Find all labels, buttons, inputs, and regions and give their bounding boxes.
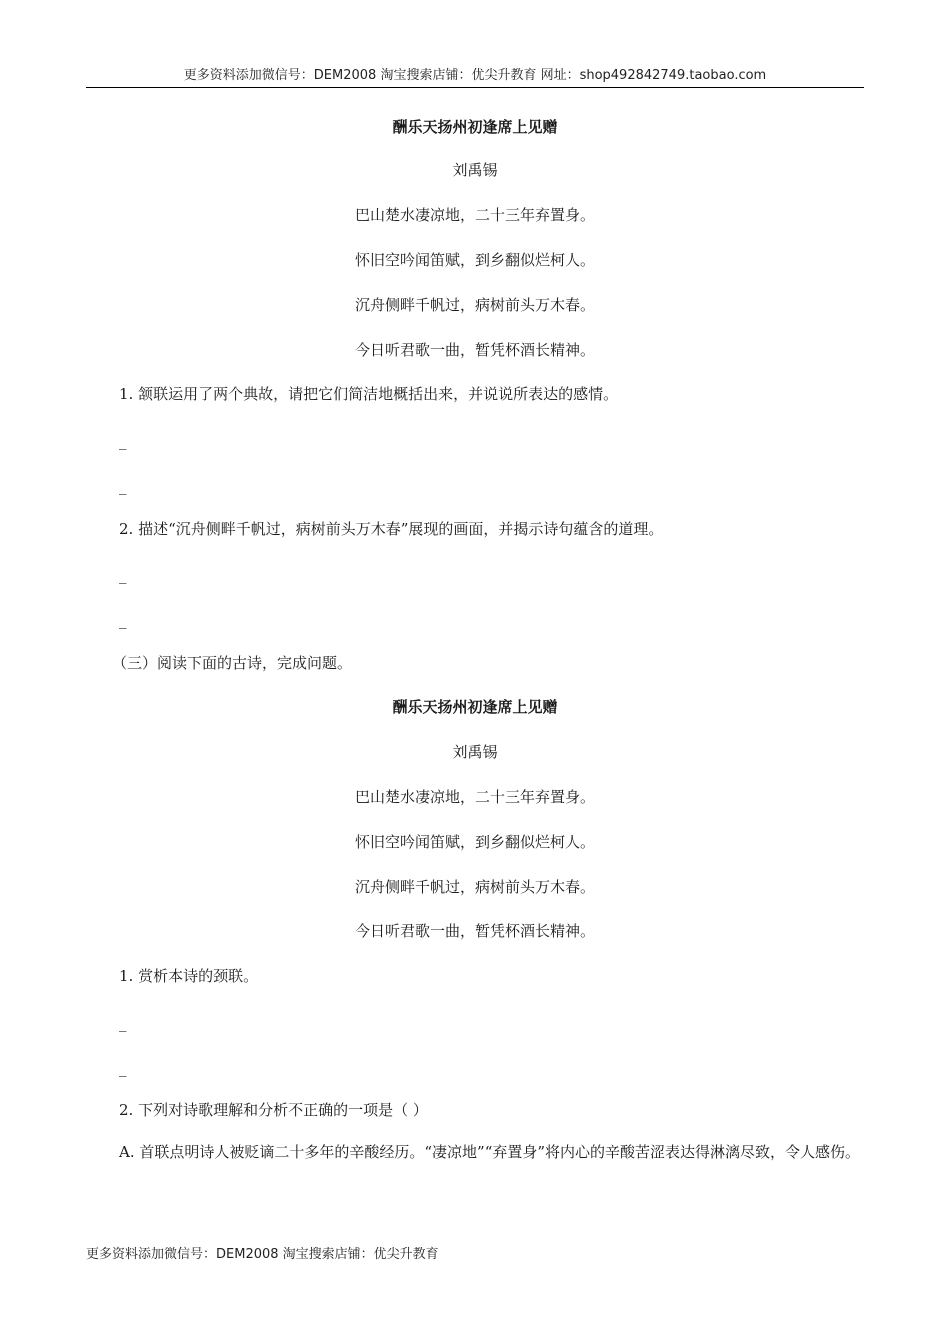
poem-title: 酬乐天扬州初逢席上见赠 <box>392 698 558 716</box>
question-1: 1. 赏析本诗的颈联。 <box>119 967 259 985</box>
question-2: 2. 描述“沉舟侧畔千帆过，病树前头万木春”展现的画面，并揭示诗句蕴含的道理。 <box>119 520 664 538</box>
question-1: 1. 颔联运用了两个典故，请把它们简洁地概括出来，并说说所表达的感情。 <box>119 385 619 403</box>
poem-author: 刘禹锡 <box>452 743 498 761</box>
poem-line-1: 巴山楚水凄凉地，二十三年弃置身。 <box>354 206 595 224</box>
poem-line-4: 今日听君歌一曲，暂凭杯酒长精神。 <box>354 922 595 940</box>
answer-blank: _ <box>119 566 127 584</box>
answer-blank: _ <box>119 1014 127 1032</box>
poem-title: 酬乐天扬州初逢席上见赠 <box>392 118 558 136</box>
page-footer: 更多资料添加微信号：DEM2008 淘宝搜索店铺：优尖升教育 <box>86 1247 439 1262</box>
poem-line-1: 巴山楚水凄凉地，二十三年弃置身。 <box>354 788 595 806</box>
answer-blank: _ <box>119 1059 127 1077</box>
page-header: 更多资料添加微信号：DEM2008 淘宝搜索店铺：优尖升教育 网址：shop492842749.taobao.com <box>183 68 767 83</box>
answer-blank: _ <box>119 432 127 450</box>
answer-blank: _ <box>119 611 127 629</box>
poem-line-3: 沉舟侧畔千帆过，病树前头万木春。 <box>354 878 595 896</box>
poem-line-4: 今日听君歌一曲，暂凭杯酒长精神。 <box>354 341 595 359</box>
poem-author: 刘禹锡 <box>452 161 498 179</box>
poem-line-3: 沉舟侧畔千帆过，病树前头万木春。 <box>354 296 595 314</box>
answer-blank: _ <box>119 477 127 495</box>
header-divider <box>86 87 864 88</box>
poem-line-2: 怀旧空吟闻笛赋，到乡翻似烂柯人。 <box>354 833 595 851</box>
question-2: 2. 下列对诗歌理解和分析不正确的一项是（ ） <box>119 1101 428 1119</box>
option-a: A. 首联点明诗人被贬谪二十多年的辛酸经历。“凄凉地”“弃置身”将内心的辛酸苦涩表达得淋漓尽致，令人感伤。 <box>119 1143 861 1161</box>
poem-line-2: 怀旧空吟闻笛赋，到乡翻似烂柯人。 <box>354 251 595 269</box>
section-heading: （三）阅读下面的古诗，完成问题。 <box>112 654 353 672</box>
